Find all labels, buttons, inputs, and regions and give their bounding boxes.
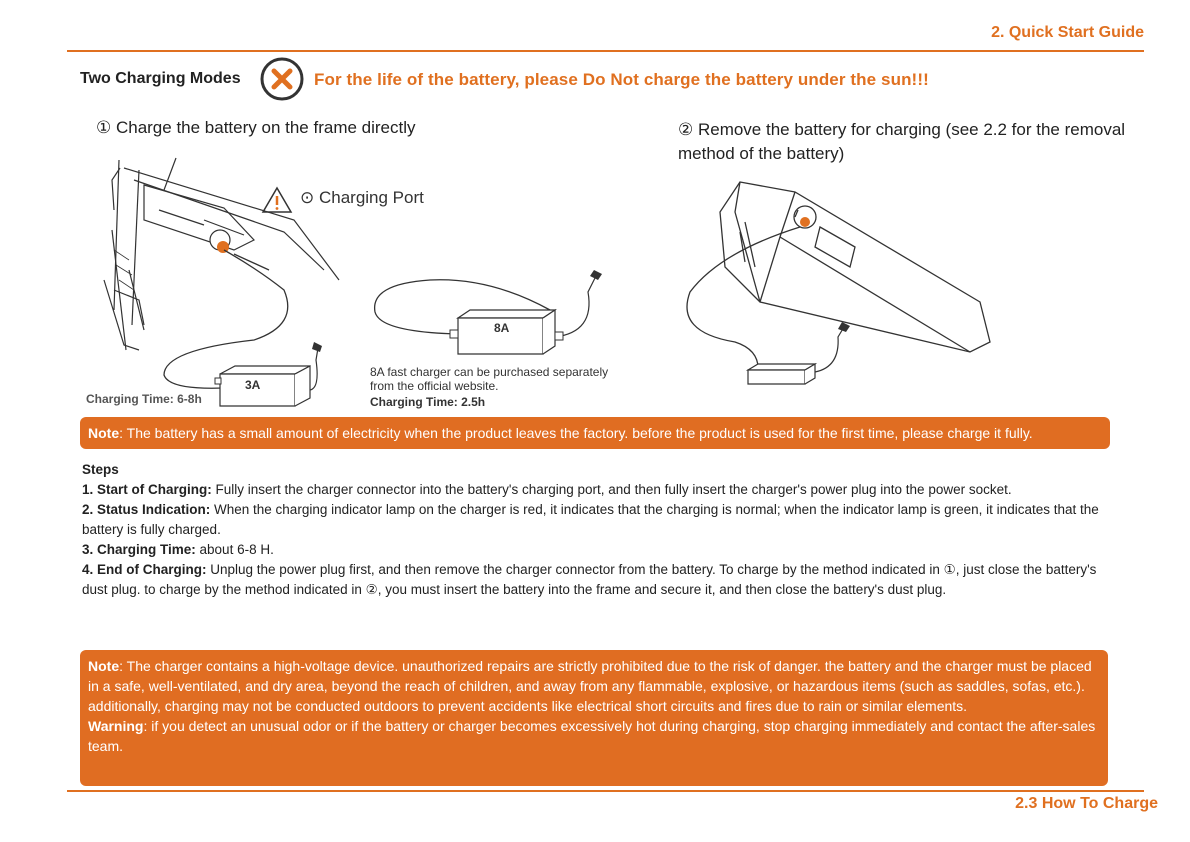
step-2 xyxy=(82,500,1122,540)
step-4-text: Unplug the power plug first, and then remove the charger connector from the battery. To charge by the method indicated in ①, just close the battery's dust plug. to charge by the method indicated in ②, you must insert the battery into the frame and secure it, and then close the battery's dust plug. xyxy=(82,562,1097,597)
warning-label: Warning xyxy=(88,718,144,734)
note-text: : The battery has a small amount of electricity when the product leaves the factory. before the product is used for the first time, please charge it fully. xyxy=(119,425,1033,441)
warning-text: : if you detect an unusual odor or if the battery or charger becomes excessively hot during charging, stop charging immediately and contact the after-sales team. xyxy=(88,718,1096,754)
footer-divider xyxy=(67,790,1144,792)
step-3 xyxy=(82,540,1122,560)
safety-note-paragraph xyxy=(88,656,1100,716)
modes-title: Two Charging Modes xyxy=(80,70,241,87)
charging-port-label: ⊙ Charging Port xyxy=(300,188,424,207)
step-4 xyxy=(82,560,1122,600)
safety-note xyxy=(80,650,1108,786)
mode-2-label: ② Remove the battery for charging (see 2.2 for the removal method of the battery) xyxy=(678,120,1126,163)
section-title: 2. Quick Start Guide xyxy=(991,24,1144,41)
step-1-text: Fully insert the charger connector into the battery's charging port, and then fully insert the charger's power plug into the power socket. xyxy=(211,482,1012,497)
charger-8a-illustration xyxy=(370,262,620,362)
charger-3a-label: 3A xyxy=(245,378,261,392)
note-label: Note xyxy=(88,658,120,674)
charging-time-8a: Charging Time: 2.5h xyxy=(370,395,486,409)
charger-3a-illustration xyxy=(200,340,340,410)
step-1 xyxy=(82,480,1122,500)
charger-8a-note: 8A fast charger can be purchased separately from the official website. xyxy=(370,365,609,393)
steps-title: Steps xyxy=(82,462,119,477)
step-3-text: about 6-8 H. xyxy=(195,542,274,557)
prohibited-icon xyxy=(260,57,304,101)
charger-8a-label: 8A xyxy=(494,321,510,335)
factory-charge-note xyxy=(80,417,1110,449)
step-1-label: 1. Start of Charging: xyxy=(82,482,212,497)
removed-battery-illustration xyxy=(680,172,1000,387)
subsection-title: 2.3 How To Charge xyxy=(1015,795,1158,812)
step-2-label: 2. Status Indication: xyxy=(82,502,211,517)
mode-1-label: ① Charge the battery on the frame directly xyxy=(96,118,416,137)
steps-section xyxy=(82,460,1122,600)
step-2-text: When the charging indicator lamp on the charger is red, it indicates that the charging is normal; when the indicator lamp is green, it indicates that the battery is fully charged. xyxy=(82,502,1099,537)
note-label: Note xyxy=(88,425,120,441)
note-text: : The charger contains a high-voltage device. unauthorized repairs are strictly prohibited due to the risk of danger. the battery and the charger must be placed in a safe, well-ventilated, and dry area, beyond the reach of children, and away from any flammable, explosive, or hazardous items (such as saddles, sofas, etc.). additionally, charging may not be conducted outdoors to prevent accidents like electrical short circuits and fires due to rain or similar elements. xyxy=(88,658,1092,714)
charging-time-3a: Charging Time: 6-8h xyxy=(86,392,202,406)
header-divider xyxy=(67,50,1144,52)
step-3-label: 3. Charging Time: xyxy=(82,542,196,557)
sun-warning: For the life of the battery, please Do Not charge the battery under the sun!!! xyxy=(314,70,929,89)
warning-paragraph xyxy=(88,716,1100,756)
step-4-label: 4. End of Charging: xyxy=(82,562,207,577)
